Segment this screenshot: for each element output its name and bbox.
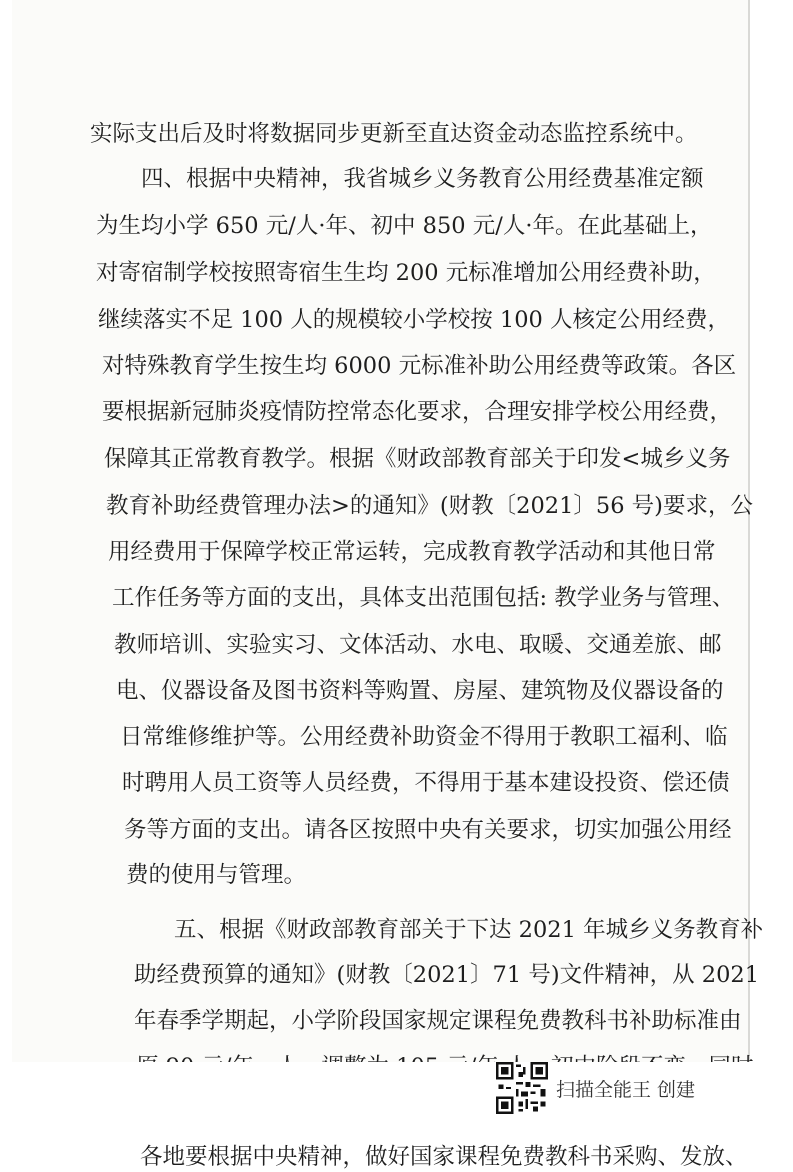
text-line-19: 助经费预算的通知》(财教〔2021〕71 号)文件精神，从 2021 [134,962,760,988]
text-line-7: 要根据新冠肺炎疫情防控常态化要求，合理安排学校公用经费， [102,399,733,425]
text-line-4: 对寄宿制学校按照寄宿生生均 200 元标准增加公用经费补助， [96,260,716,286]
text-line-1: 实际支出后及时将数据同步更新至直达资金动态监控系统中。 [90,121,698,147]
text-line-3: 为生均小学 650 元/人·年、初中 850 元/人·年。在此基础上， [96,213,713,239]
text-line-5: 继续落实不足 100 人的规模较小学校按 100 人核定公用经费， [98,307,731,333]
qr-code-icon [496,1062,548,1114]
text-line-10: 用经费用于保障学校正常运转，完成教育教学活动和其他日常 [108,539,716,565]
text-line-17: 费的使用与管理。 [126,862,307,888]
scanner-brand-label: 扫描全能王 创建 [556,1079,696,1101]
text-line-2: 四、根据中央精神，我省城乡义务教育公用经费基准定额 [141,166,704,192]
text-line-9: 教育补助经费管理办法>的通知》(财教〔2021〕56 号)要求，公 [106,493,753,519]
text-line-23: 各地要根据中央精神，做好国家课程免费教科书采购、发放、 [140,1144,748,1170]
text-line-6: 对特殊教育学生按生均 6000 元标准补助公用经费等政策。各区 [102,353,737,379]
text-line-12: 教师培训、实验实习、文体活动、水电、取暖、交通差旅、邮 [114,632,722,658]
text-line-14: 日常维修维护等。公用经费补助资金不得用于教职工福利、临 [120,724,728,750]
text-line-15: 时聘用人员工资等人员经费，不得用于基本建设投资、偿还债 [122,770,730,796]
text-line-18: 五、根据《财政部教育部关于下达 2021 年城乡义务教育补 [174,917,764,943]
text-line-11: 工作任务等方面的支出，具体支出范围包括: 教学业务与管理、 [112,585,735,611]
scanned-page [12,0,750,1062]
text-line-8: 保障其正常教育教学。根据《财政部教育部关于印发<城乡义务 [104,446,731,472]
text-line-13: 电、仪器设备及图书资料等购置、房屋、建筑物及仪器设备的 [116,678,724,704]
text-line-20: 年春季学期起，小学阶段国家规定课程免费教科书补助标准由 [134,1008,742,1034]
text-line-16: 务等方面的支出。请各区按照中央有关要求，切实加强公用经 [124,817,732,843]
